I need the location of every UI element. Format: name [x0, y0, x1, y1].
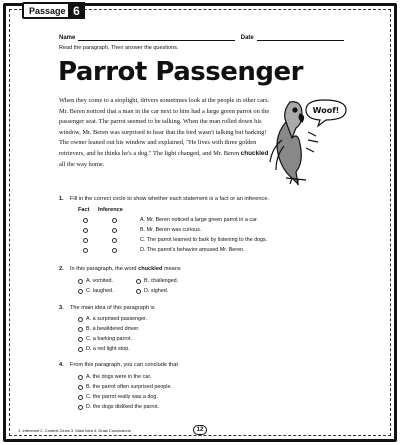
option-text: C. the parrot really was a dog. — [86, 394, 158, 400]
fact-circle[interactable] — [83, 228, 88, 233]
answer-option[interactable] — [78, 346, 130, 352]
answer-option[interactable] — [136, 278, 178, 284]
question-1 — [59, 196, 269, 202]
question-bold-word: chuckled — [138, 266, 163, 272]
footer-skills: 1. Inference 2. Context Clues 3. Main Idea 4. Draw Conclusions — [18, 428, 131, 433]
option-text: C. laughed. — [86, 288, 114, 294]
statement-text: A. Mr. Beren noticed a large green parrot in a car. — [140, 217, 259, 223]
option-text: B. a bewildered driver. — [86, 326, 140, 332]
answer-circle[interactable] — [78, 405, 83, 410]
question-number: 3. — [59, 305, 64, 311]
answer-option[interactable] — [78, 336, 132, 342]
page-title: Parrot Passenger — [58, 57, 303, 87]
question-text: Fill in the correct circle to show whether each statement is a fact or an inference. — [70, 196, 269, 202]
option-text: A. the dogs were in the car. — [86, 374, 152, 380]
option-text: B. challenged. — [144, 278, 179, 284]
question-number: 4. — [59, 362, 64, 368]
answer-option[interactable] — [78, 278, 113, 284]
answer-option[interactable] — [78, 326, 139, 332]
fact-circle[interactable] — [83, 248, 88, 253]
option-text: D. sighed. — [144, 288, 169, 294]
answer-option[interactable] — [78, 288, 114, 294]
question-4 — [59, 362, 178, 368]
column-inference: Inference — [98, 207, 123, 213]
column-fact: Fact — [78, 207, 90, 213]
statement-text: C. The parrot learned to bark by listening to the dogs. — [140, 237, 268, 243]
answer-circle[interactable] — [78, 395, 83, 400]
bubble-text: Woof! — [312, 106, 340, 115]
paragraph-bold-word: chuckled — [240, 149, 269, 157]
passage-number: 6 — [68, 2, 85, 19]
question-text: In this paragraph, the word — [70, 266, 139, 272]
passage-label: Passage — [29, 5, 66, 16]
question-text: From this paragraph, you can conclude that — [70, 362, 178, 368]
parrot-illustration — [262, 92, 350, 187]
inference-circle[interactable] — [112, 218, 117, 223]
option-text: B. the parrot often surprised people. — [86, 384, 173, 390]
answer-circle[interactable] — [136, 289, 141, 294]
name-label: Name — [59, 35, 76, 41]
answer-circle[interactable] — [78, 279, 83, 284]
answer-option[interactable] — [78, 404, 159, 410]
answer-option[interactable] — [78, 316, 147, 322]
date-line[interactable] — [257, 33, 344, 41]
statement-text: B. Mr. Beren was curious. — [140, 227, 202, 233]
date-label: Date — [240, 35, 254, 41]
option-text: D. the dogs disliked the parrot. — [86, 404, 160, 410]
page-number: 12 — [193, 425, 207, 435]
option-text: D. a red light stop. — [86, 346, 130, 352]
answer-circle[interactable] — [78, 317, 83, 322]
instruction: Read the paragraph. Then answer the questions. — [59, 45, 179, 51]
option-text: A. a surprised passenger. — [86, 316, 148, 322]
name-date-row — [59, 33, 344, 41]
name-line[interactable] — [78, 33, 234, 41]
answer-option[interactable] — [78, 374, 151, 380]
question-2 — [59, 266, 181, 272]
reading-paragraph — [59, 96, 274, 170]
fact-circle[interactable] — [83, 218, 88, 223]
paragraph-part2: all the way home. — [59, 160, 105, 168]
answer-circle[interactable] — [78, 327, 83, 332]
answer-circle[interactable] — [78, 289, 83, 294]
paragraph-part1: When they come to a stoplight, drivers sometimes look at the people in other cars. Mr. Beren noticed that a man in the car next to him had a large green parrot on the passenger seat. The parrot seemed to be talking. When the man rolled down his window, Mr. Beren was surprised to hear that the bird wasn't talking but barking! The owner leaned out his window and explained, "He lives with three golden retrievers, and he thinks he's a dog." The light changed, and Mr. Beren — [59, 97, 270, 157]
answer-option[interactable] — [78, 394, 158, 400]
question-text: The main idea of this paragraph is — [70, 305, 155, 311]
inference-circle[interactable] — [112, 248, 117, 253]
answer-circle[interactable] — [78, 337, 83, 342]
question-text-end: means — [162, 266, 181, 272]
answer-circle[interactable] — [136, 279, 141, 284]
answer-circle[interactable] — [78, 347, 83, 352]
answer-option[interactable] — [78, 384, 172, 390]
question-3 — [59, 305, 155, 311]
inference-circle[interactable] — [112, 238, 117, 243]
statement-text: D. The parrot's behavior amused Mr. Beren. — [140, 247, 245, 253]
answer-circle[interactable] — [78, 375, 83, 380]
fact-circle[interactable] — [83, 238, 88, 243]
inference-circle[interactable] — [112, 228, 117, 233]
option-text: C. a barking parrot. — [86, 336, 133, 342]
answer-circle[interactable] — [78, 385, 83, 390]
question-number: 2. — [59, 266, 64, 272]
question-number: 1. — [59, 196, 64, 202]
answer-option[interactable] — [136, 288, 168, 294]
option-text: A. vomited. — [86, 278, 113, 284]
